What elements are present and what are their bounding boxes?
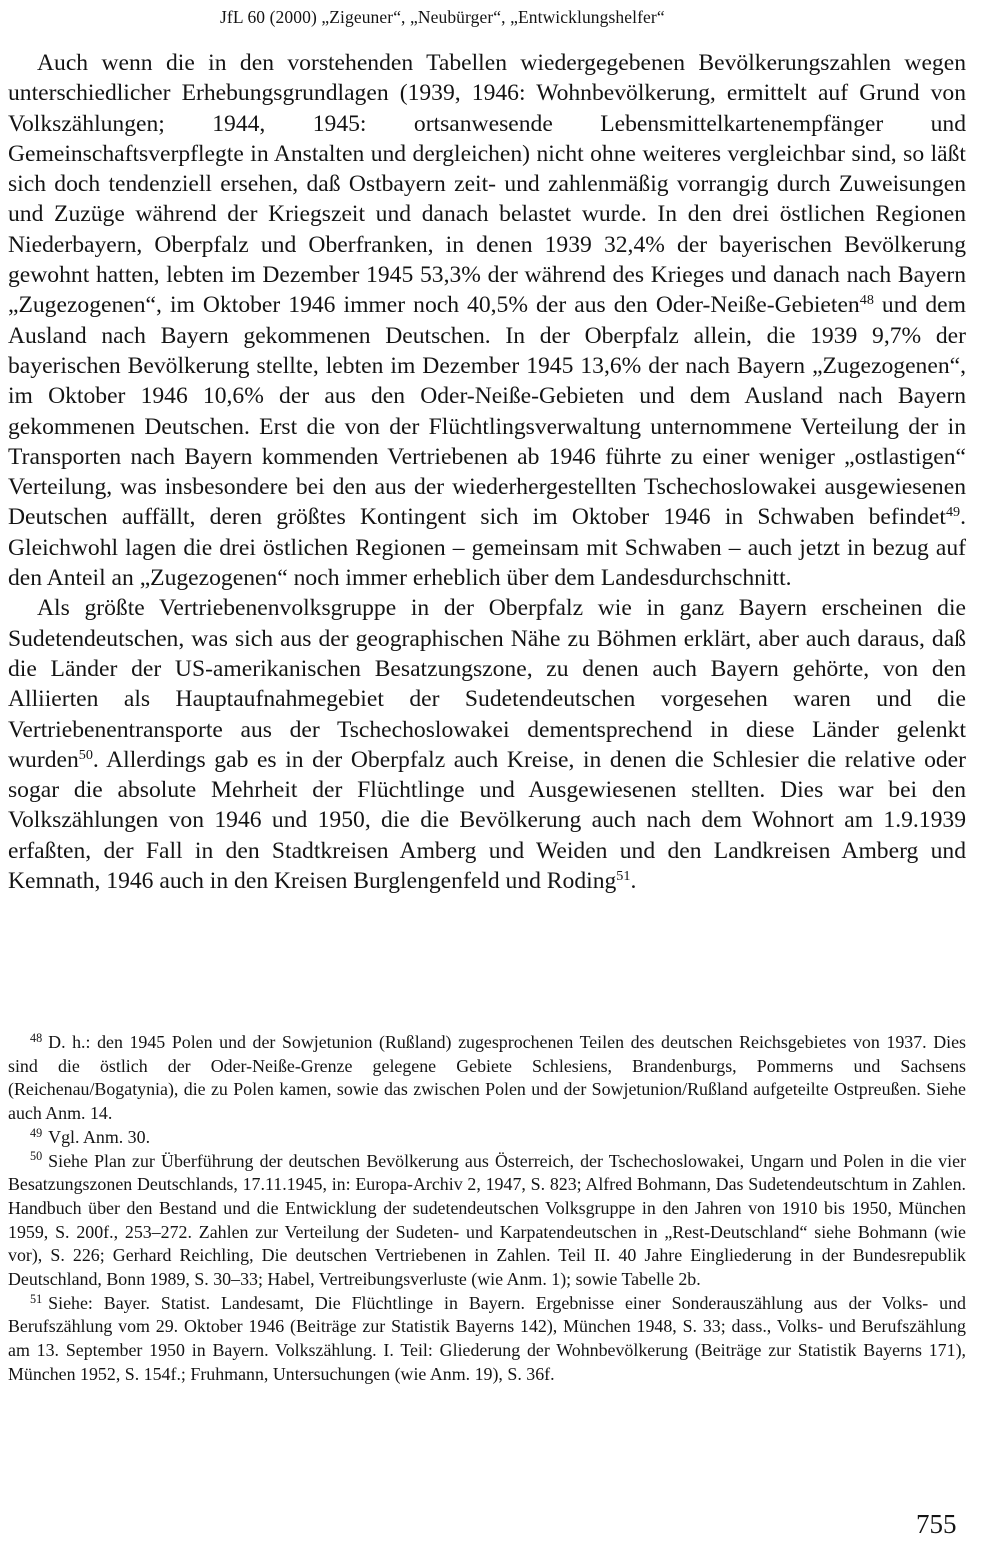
footnote-ref-50[interactable]: 50 <box>78 747 93 764</box>
paragraph-2-text-a: Als größte Vertriebenenvolksgruppe in der Oberpfalz wie in ganz Bayern erscheinen die Sudetendeutschen, was sich aus der geographischen Nähe zu Böhmen erklärt, aber auch daraus, daß die Länder der US-amerikanischen Besatzungszone, zu denen auch Bayern gehörte, von den Alliierten als Hauptaufnahmegebiet der Sudetendeutschen vorgesehen waren und die Vertriebenentransporte aus der Tschechoslowakei dementsprechend in diese Länder gelenkt wurden <box>8 595 966 773</box>
paragraph-2 <box>8 593 966 896</box>
running-head: JfL 60 (2000) „Zigeuner“, „Neubürger“, „Entwicklungshelfer“ <box>220 7 665 27</box>
footnote-48 <box>8 1031 966 1126</box>
footnote-number: 50 <box>30 1149 43 1164</box>
footnote-text: Siehe: Bayer. Statist. Landesamt, Die Flüchtlinge in Bayern. Ergebnisse einer Sonderauszählung aus der Volks- und Berufszählung vom 29. Oktober 1946 (Beiträge zur Statistik Bayerns 142), München 1948, S. 33; dass., Volks- und Berufszählung am 13. September 1950 in Bayern. Volkszählung. I. Teil: Gliederung der Wohnbevölkerung (Beiträge zur Statistik Bayerns 171), München 1952, S. 154f.; Fruhmann, Untersuchungen (wie Anm. 19), S. 36f. <box>8 1292 966 1384</box>
footnote-ref-48[interactable]: 48 <box>859 292 874 309</box>
paragraph-1-text-c: . Gleichwohl lagen die drei östlichen Regionen – gemeinsam mit Schwaben – auch jetzt in bezug auf den Anteil an „Zugezogenen“ noch immer erheblich über dem Landesdurchschnitt. <box>8 504 966 592</box>
footnote-number: 51 <box>30 1291 43 1306</box>
paragraph-2-text-c: . <box>630 868 637 895</box>
paragraph-1 <box>8 48 966 593</box>
footnote-ref-51[interactable]: 51 <box>616 868 631 885</box>
main-text <box>8 48 966 896</box>
footnotes <box>8 1031 966 1387</box>
footnote-text: D. h.: den 1945 Polen und der Sowjetunion (Rußland) zugesprochenen Teilen des deutschen Reichsgebietes von 1937. Dies sind die östlich der Oder-Neiße-Grenze gelegene Gebiete Schlesiens, Brandenburgs, Pommerns und Sachsens (Reichenau/Bogatynia), die zu Polen kamen, sowie das zwischen Polen und der Sowjetunion/Rußland aufgeteilte Ostpreußen. Siehe auch Anm. 14. <box>8 1032 966 1124</box>
footnote-text: Vgl. Anm. 30. <box>48 1126 151 1147</box>
footnote-number: 48 <box>30 1030 43 1045</box>
paragraph-1-text-a: Auch wenn die in den vorstehenden Tabellen wiedergegebenen Bevölkerungszahlen wegen unterschiedlicher Erhebungsgrundlagen (1939, 1946: Wohnbevölkerung, ermittelt auf Grund von Volkszählungen; 1944, 1945: ortsanwesende Lebensmittelkartenempfänger und Gemeinschaftsverpflegte in Anstalten und dergleichen) nicht ohne weiteres vergleichbar sind, so läßt sich doch tendenziell ersehen, daß Ostbayern zeit- und zahlenmäßig vorrangig durch Zuweisungen und Zuzüge während der Kriegszeit und danach belastet wurde. In den drei östlichen Regionen Niederbayern, Oberpfalz und Oberfranken, in denen 1939 32,4% der bayerischen Bevölkerung gewohnt hatten, lebten im Dezember 1945 53,3% der während des Krieges und danach nach Bayern „Zugezogenen“, im Oktober 1946 immer noch 40,5% der aus den Oder-Neiße-Gebieten <box>8 50 966 319</box>
footnote-49 <box>8 1126 966 1150</box>
paragraph-1-text-b: und dem Ausland nach Bayern gekommenen Deutschen. In der Oberpfalz allein, die 1939 9,7% der bayerischen Bevölkerung stellte, lebten im Dezember 1945 13,6% der nach Bayern „Zugezogenen“, im Oktober 1946 10,6% der aus den Oder-Neiße-Gebieten und dem Ausland nach Bayern gekommenen Deutschen. Erst die von der Flüchtlingsverwaltung unternommene Verteilung der in Transporten nach Bayern kommenden Vertriebenen ab 1946 führte zu einer weniger „ostlastigen“ Verteilung, was insbesondere bei den aus der wiederhergestellten Tschechoslowakei ausgewiesenen Deutschen auffällt, deren größtes Kontingent sich im Oktober 1946 in Schwaben befindet <box>8 292 966 531</box>
footnote-50 <box>8 1150 966 1292</box>
footnote-number: 49 <box>30 1125 43 1140</box>
paragraph-2-text-b: . Allerdings gab es in der Oberpfalz auch Kreise, in denen die Schlesier die relative oder sogar die absolute Mehrheit der Flüchtlinge und Ausgewiesenen stellten. Dies war bei den Volkszählungen von 1946 und 1950, die die Bevölkerung auch nach dem Wohnort am 1.9.1939 erfaßten, der Fall in den Stadtkreisen Amberg und Weiden und den Landkreisen Amberg und Kemnath, 1946 auch in den Kreisen Burglengenfeld und Roding <box>8 746 966 895</box>
footnote-ref-49[interactable]: 49 <box>945 504 961 521</box>
footnote-text: Siehe Plan zur Überführung der deutschen Bevölkerung aus Österreich, der Tschechoslowakei, Ungarn und Polen in die vier Besatzungszonen Deutschlands, 17.11.1945, in: Europa-Archiv 2, 1947, S. 823; Alfred Bohmann, Das Sudetendeutschtum in Zahlen. Handbuch über den Bestand und die Entwicklung der sudetendeutschen Volksgruppe in den Jahren von 1910 bis 1950, München 1959, S. 200f., 253–272. Zahlen zur Verteilung der Sudeten- und Karpatendeutschen in „Rest-Deutschland“ siehe Bohmann (wie vor), S. 226; Gerhard Reichling, Die deutschen Vertriebenen in Zahlen. Teil II. 40 Jahre Eingliederung in der Bundesrepublik Deutschland, Bonn 1989, S. 30–33; Habel, Vertreibungsverluste (wie Anm. 1); sowie Tabelle 2b. <box>8 1150 966 1290</box>
footnote-51 <box>8 1292 966 1387</box>
page-number: 755 <box>916 1509 957 1539</box>
